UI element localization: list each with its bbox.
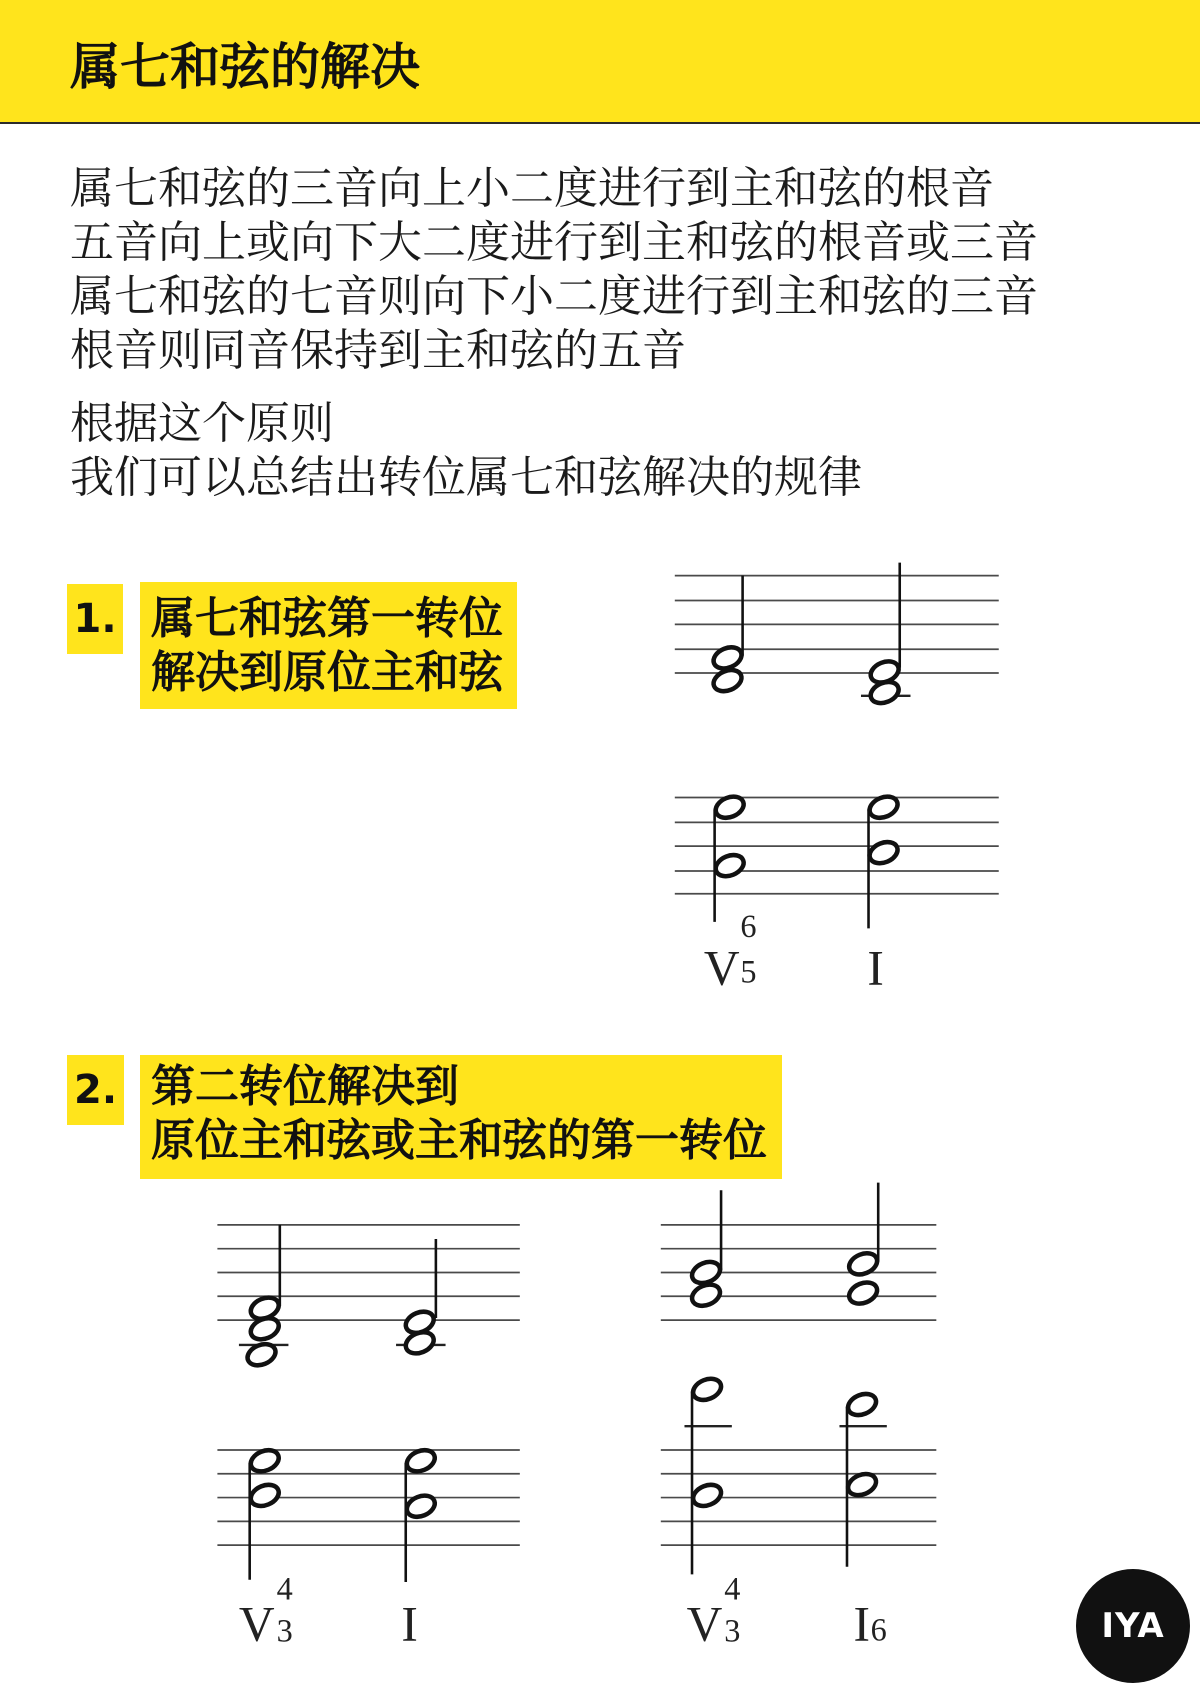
example-3-lower-staff bbox=[661, 1450, 937, 1545]
half-note-head bbox=[713, 793, 747, 822]
section-1-label-line: 解决到原位主和弦 bbox=[151, 647, 503, 698]
section-1-label bbox=[140, 582, 517, 709]
figure-top: 4 bbox=[276, 1571, 293, 1608]
roman-numeral: I bbox=[867, 940, 884, 996]
example-2-upper-staff bbox=[217, 1225, 519, 1320]
half-note-head bbox=[689, 1281, 723, 1310]
section-1-label-line: 属七和弦第一转位 bbox=[151, 593, 503, 644]
half-note-head bbox=[403, 1328, 437, 1357]
principle-line: 根据这个原则 bbox=[70, 398, 334, 449]
roman-numeral: V bbox=[238, 1596, 275, 1652]
figure-top: 4 bbox=[724, 1571, 741, 1608]
half-note-head bbox=[868, 657, 902, 686]
roman-numeral: V bbox=[703, 940, 740, 996]
section-2-label-line: 原位主和弦或主和弦的第一转位 bbox=[151, 1115, 767, 1166]
half-note-head bbox=[846, 1249, 880, 1278]
intro-line: 属七和弦的七音则向下小二度进行到主和弦的三音 bbox=[70, 271, 1038, 322]
roman-numeral: I bbox=[401, 1596, 418, 1652]
section-1-number: 1. bbox=[67, 584, 123, 654]
iya-logo: IYA bbox=[1076, 1569, 1190, 1683]
example-2-lower-staff bbox=[217, 1450, 519, 1545]
half-note-head bbox=[845, 1390, 879, 1419]
half-note-head bbox=[248, 1446, 282, 1475]
half-note-head bbox=[248, 1294, 282, 1323]
half-note-head bbox=[690, 1481, 724, 1510]
section-2-label bbox=[140, 1055, 782, 1179]
figure-bottom: 3 bbox=[724, 1613, 741, 1650]
figure-inversion: 6 bbox=[870, 1612, 887, 1649]
half-note-head bbox=[866, 793, 900, 822]
example-1-grand-staff bbox=[675, 563, 999, 996]
section-2-number: 2. bbox=[67, 1055, 124, 1125]
principle-line: 我们可以总结出转位属七和弦解决的规律 bbox=[70, 452, 862, 503]
half-note-head bbox=[866, 838, 900, 867]
section-2-label-line: 第二转位解决到 bbox=[151, 1061, 459, 1112]
page-title: 属七和弦的解决 bbox=[70, 38, 420, 96]
half-note-head bbox=[710, 666, 744, 695]
half-note-head bbox=[404, 1446, 438, 1475]
roman-numeral: I bbox=[853, 1596, 870, 1652]
half-note-head bbox=[404, 1492, 438, 1521]
half-note-head bbox=[845, 1470, 879, 1499]
intro-paragraph bbox=[70, 162, 1038, 378]
principle-paragraph bbox=[70, 397, 862, 505]
example-3-grand-staff bbox=[661, 1183, 937, 1652]
roman-numeral: V bbox=[686, 1596, 723, 1652]
figure-bottom: 5 bbox=[740, 954, 757, 991]
intro-line: 属七和弦的三音向上小二度进行到主和弦的根音 bbox=[70, 163, 994, 214]
half-note-head bbox=[710, 643, 744, 672]
half-note-head bbox=[248, 1481, 282, 1510]
intro-line: 根音则同音保持到主和弦的五音 bbox=[70, 325, 686, 376]
half-note-head bbox=[846, 1279, 880, 1308]
half-note-head bbox=[689, 1258, 723, 1287]
half-note-head bbox=[713, 851, 747, 880]
half-note-head bbox=[248, 1314, 282, 1343]
half-note-head bbox=[868, 678, 902, 707]
figure-bottom: 3 bbox=[276, 1613, 293, 1650]
header-bar bbox=[0, 0, 1200, 124]
half-note-head bbox=[403, 1308, 437, 1337]
half-note-head bbox=[690, 1375, 724, 1404]
intro-line: 五音向上或向下大二度进行到主和弦的根音或三音 bbox=[70, 217, 1038, 268]
half-note-head bbox=[244, 1340, 278, 1369]
example-2-grand-staff bbox=[217, 1225, 519, 1652]
example-1-lower-staff bbox=[675, 797, 999, 893]
example-3-upper-staff bbox=[661, 1225, 937, 1320]
figure-top: 6 bbox=[740, 908, 757, 946]
example-1-upper-staff bbox=[675, 576, 999, 673]
